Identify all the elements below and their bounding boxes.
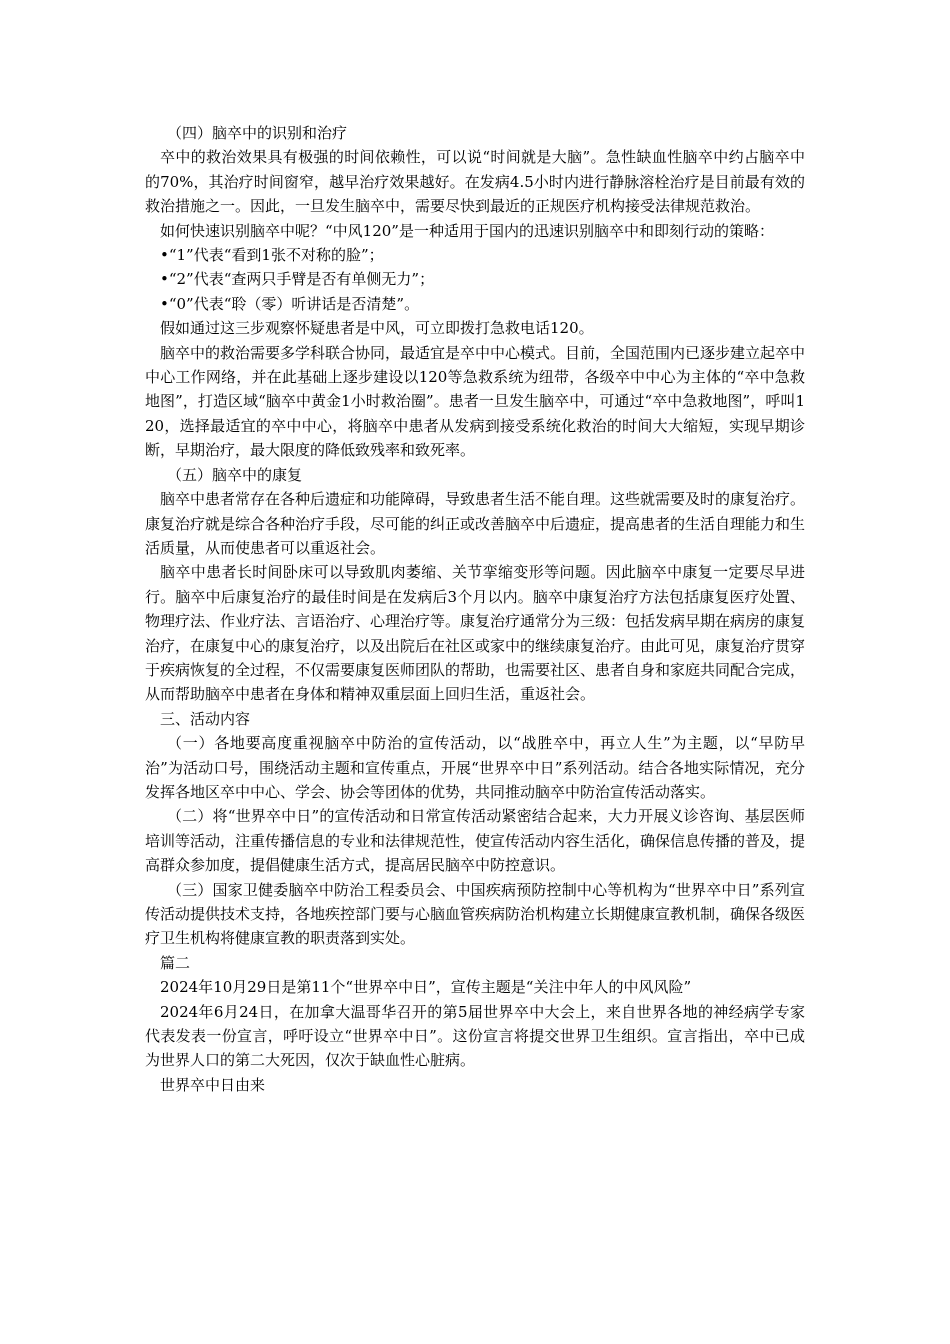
bullet-item: •“1”代表“看到1张不对称的脸”； [160,246,384,265]
paragraph: 2024年10月29日是第11个“世界卒中日”，宣传主题是“关注中年人的中风风险” [160,978,692,997]
section-heading-5: （五）脑卒中的康复 [167,465,303,484]
activity-item-3: （三）国家卫健委脑卒中防治工程委员会、中国疾病预防控制中心等机构为“世界卒中日”系列宣传活动提供技术支持，各地疾控部门要与心脑血管疾病防治机构建立长期健康宣教机制，确保各级医疗卫生机构将健康宣教的职责落到实处。 [145,880,806,948]
paragraph: 假如通过这三步观察怀疑患者是中风，可立即拨打急救电话120。 [160,319,594,338]
paragraph: 脑卒中患者常存在各种后遗症和功能障碍，导致患者生活不能自理。这些就需要及时的康复治疗。康复治疗就是综合各种治疗手段，尽可能的纠正或改善脑卒中后遗症，提高患者的生活自理能力和生活质量，从而使患者可以重返社会。 [145,490,806,557]
paragraph: 卒中的救治效果具有极强的时间依赖性，可以说“时间就是大脑”。急性缺血性脑卒中约占脑卒中的70%，其治疗时间窗窄，越早治疗效果越好。在发病4.5小时内进行静脉溶栓治疗是目前最有效的救治措施之一。因此，一旦发生脑卒中，需要尽快到最近的正规医疗机构接受法律规范救治。 [145,148,805,216]
subheading: 世界卒中日由来 [160,1075,266,1094]
paragraph: 2024年6月24日，在加拿大温哥华召开的第5届世界卒中大会上，来自世界各地的神经病学专家代表发表一份宣言，呼吁设立“世界卒中日”。这份宣言将提交世界卫生组织。宣言指出，卒中已成为世界人口的第二大死因，仅次于缺血性心脏病。 [145,1002,805,1070]
paragraph: 如何快速识别脑卒中呢？“中风120”是一种适用于国内的迅速识别脑卒中和即刻行动的策略： [160,221,774,240]
part-heading: 篇二 [160,953,191,972]
bullet-item: •“0”代表“聆（零）听讲话是否清楚”。 [160,294,420,313]
section-heading-3: 三、活动内容 [160,709,251,728]
section-heading-4: （四）脑卒中的识别和治疗 [167,124,348,142]
activity-item-1: （一）各地要高度重视脑卒中防治的宣传活动，以“战胜卒中，再立人生”为主题，以“早防早治”为活动口号，围绕活动主题和宣传重点，开展“世界卒中日”系列活动。结合各地实际情况，充分发挥各地区卒中中心、学会、协会等团体的优势，共同推动脑卒中防治宣传活动落实。 [145,734,805,801]
activity-item-2: （二）将“世界卒中日”的宣传活动和日常宣传活动紧密结合起来，大力开展义诊咨询、基层医师培训等活动，注重传播信息的专业和法律规范性，使宣传活动内容生活化，确保信息传播的普及，提高群众参加度，提倡健康生活方式，提高居民脑卒中防控意识。 [145,807,806,875]
document-page [145,121,805,1097]
paragraph: 脑卒中患者长时间卧床可以导致肌肉萎缩、关节挛缩变形等问题。因此脑卒中康复一定要尽早进行。脑卒中后康复治疗的最佳时间是在发病后3个月以内。脑卒中康复治疗方法包括康复医疗处置、物理疗法、作业疗法、言语治疗、心理治疗等。康复治疗通常分为三级：包括发病早期在病房的康复治疗，在康复中心的康复治疗，以及出院后在社区或家中的继续康复治疗。由此可见，康复治疗贯穿于疾病恢复的全过程，不仅需要康复医师团队的帮助，也需要社区、患者自身和家庭共同配合完成，从而帮助脑卒中患者在身体和精神双重层面上回归生活，重返社会。 [145,563,806,704]
paragraph: 脑卒中的救治需要多学科联合协同，最适宜是卒中中心模式。目前，全国范围内已逐步建立起卒中中心工作网络，并在此基础上逐步建设以120等急救系统为纽带，各级卒中中心为主体的“卒中急救地图”，打造区域“脑卒中黄金1小时救治圈”。患者一旦发生脑卒中，可通过“卒中急救地图”，呼叫120，选择最适宜的卒中中心，将脑卒中患者从发病到接受系统化救治的时间大大缩短，实现早期诊断，早期治疗，最大限度的降低致残率和致死率。 [145,343,806,460]
bullet-item: •“2”代表“查两只手臂是否有单侧无力”； [160,270,435,289]
